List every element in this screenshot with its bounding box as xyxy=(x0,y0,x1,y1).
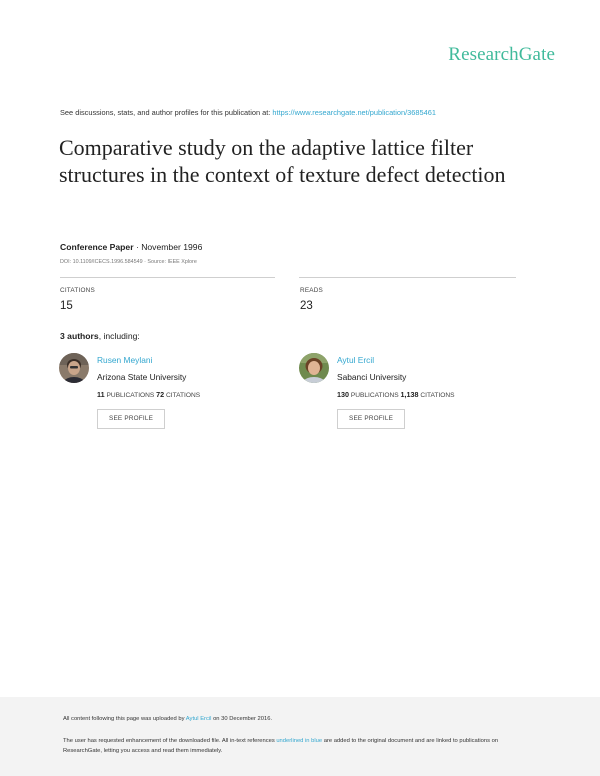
enhancement-notice-text: The user has requested enhancement of the downloaded file. All in-text references xyxy=(63,738,277,744)
author-institution: Sabanci University xyxy=(337,372,407,382)
see-profile-button[interactable]: SEE PROFILE xyxy=(337,409,405,429)
citations-label: CITATIONS xyxy=(60,287,95,294)
author-avatar[interactable] xyxy=(59,353,89,383)
author-name[interactable]: Aytul Ercil xyxy=(337,355,375,365)
researchgate-logo[interactable]: ResearchGate xyxy=(448,44,555,65)
upload-note-date: on 30 December 2016. xyxy=(211,716,273,722)
paper-title: Comparative study on the adaptive lattice filter structures in the context of texture defect detection xyxy=(59,135,506,187)
uploader-link[interactable]: Aytul Ercil xyxy=(185,716,212,722)
author-card xyxy=(299,353,539,433)
see-profile-button[interactable]: SEE PROFILE xyxy=(97,409,165,429)
author-stats xyxy=(97,390,200,399)
authors-heading xyxy=(60,331,140,341)
upload-note-text: All content following this page was uploaded by xyxy=(63,716,186,722)
publication-date: · November 1996 xyxy=(133,242,203,252)
author-citations-label: CITATIONS xyxy=(418,392,455,399)
discussion-line xyxy=(60,108,436,117)
publication-type: Conference Paper xyxy=(60,242,134,252)
authors-suffix: , including: xyxy=(98,331,140,341)
author-publications-count: 11 xyxy=(97,390,105,399)
avatar-photo xyxy=(59,353,89,383)
author-citations-count: 1,138 xyxy=(400,390,419,399)
author-avatar[interactable] xyxy=(299,353,329,383)
reads-value: 23 xyxy=(300,300,313,312)
author-publications-label: PUBLICATIONS xyxy=(349,392,401,399)
author-institution: Arizona State University xyxy=(97,372,187,382)
author-publications-count: 130 xyxy=(337,390,349,399)
author-card xyxy=(59,353,299,433)
author-stats xyxy=(337,390,455,399)
authors-count: 3 authors xyxy=(60,331,99,341)
publication-link[interactable]: https://www.researchgate.net/publication/3685461 xyxy=(272,108,436,117)
discussion-text: See discussions, stats, and author profiles for this publication at: xyxy=(60,108,273,117)
author-publications-label: PUBLICATIONS xyxy=(104,392,157,399)
enhancement-notice-rest: are added to the original document and are linked to publications on ResearchGate, letting you access and read them immediately. xyxy=(63,738,499,754)
author-name[interactable]: Rusen Meylani xyxy=(97,355,153,365)
divider-citations xyxy=(60,277,275,278)
avatar-photo xyxy=(299,353,329,383)
underlined-in-blue-link[interactable]: underlined in blue xyxy=(276,738,323,744)
author-citations-count: 72 xyxy=(156,390,165,399)
enhancement-notice xyxy=(63,737,533,756)
author-citations-label: CITATIONS xyxy=(164,392,201,399)
reads-label: READS xyxy=(300,287,324,294)
download-notice-footer xyxy=(0,697,600,776)
divider-reads xyxy=(299,277,516,278)
doi-line: DOI: 10.1109/ICECS.1996.584549 · Source: IEEE Xplore xyxy=(60,259,197,265)
publication-type-line xyxy=(60,242,202,252)
citations-value: 15 xyxy=(60,300,73,312)
upload-note xyxy=(63,716,272,722)
